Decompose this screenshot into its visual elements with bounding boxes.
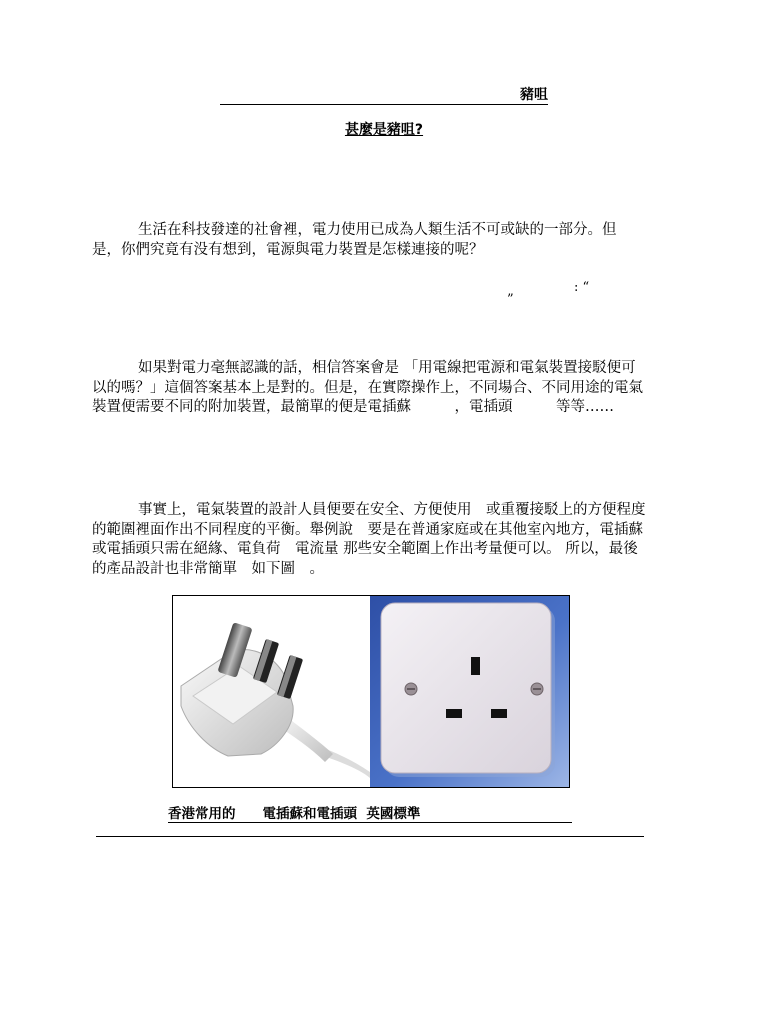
plug-and-socket-image bbox=[173, 596, 569, 787]
socket-icon bbox=[381, 603, 555, 777]
paragraph-3-line-1: 事實上，電氣裝置的設計人員便要在安全、方便使用 或重覆接駁上的方便程度 bbox=[138, 502, 646, 518]
paragraph-1-line-2: 是，你們究竟有没有想到，電源與電力裝置是怎樣連接的呢？ bbox=[92, 241, 484, 258]
paragraph-1-line-1: 生活在科技發達的社會裡，電力使用已成為人類生活不可或缺的一部分。但 bbox=[138, 222, 617, 238]
paragraph-3 bbox=[92, 501, 684, 579]
quote-fragment-open: : “ bbox=[574, 280, 590, 295]
document-subtitle bbox=[0, 119, 768, 139]
plug-and-socket-figure bbox=[172, 595, 570, 788]
document-title-text: 豬咀 bbox=[520, 87, 548, 103]
bottom-divider bbox=[96, 836, 644, 837]
document-title bbox=[220, 86, 548, 105]
paragraph-2-line-1: 如果對電力毫無認識的話，相信答案會是 「用電線把電源和電氣裝置接駁便可 bbox=[138, 360, 636, 376]
paragraph-2-line-3: 裝置便需要不同的附加裝置，最簡單的便是電插蘇 ，電插頭 等等…… bbox=[92, 399, 614, 415]
paragraph-3-line-2: 的範圍裡面作出不同程度的平衡。舉例說 要是在普通家庭或在其他室內地方，電插蘇 bbox=[92, 521, 643, 538]
figure-caption: 香港常用的 電插蘇和電插頭 英國標準 bbox=[168, 806, 572, 823]
document-subtitle-text: 甚麼是豬咀? bbox=[344, 122, 424, 138]
paragraph-2-line-2: 以的嗎？」這個答案基本上是對的。但是，在實際操作上，不同場合、不同用途的電氣 bbox=[92, 379, 643, 396]
paragraph-2 bbox=[92, 359, 684, 418]
paragraph-3-line-3: 或電插頭只需在絕緣、電負荷 電流量 那些安全範圍上作出考量便可以。 所以，最後 bbox=[92, 541, 638, 557]
paragraph-1 bbox=[92, 221, 684, 260]
paragraph-3-line-4: 的產品設計也非常簡單 如下圖 。 bbox=[92, 560, 324, 577]
quote-fragment-close: ” bbox=[507, 292, 514, 307]
